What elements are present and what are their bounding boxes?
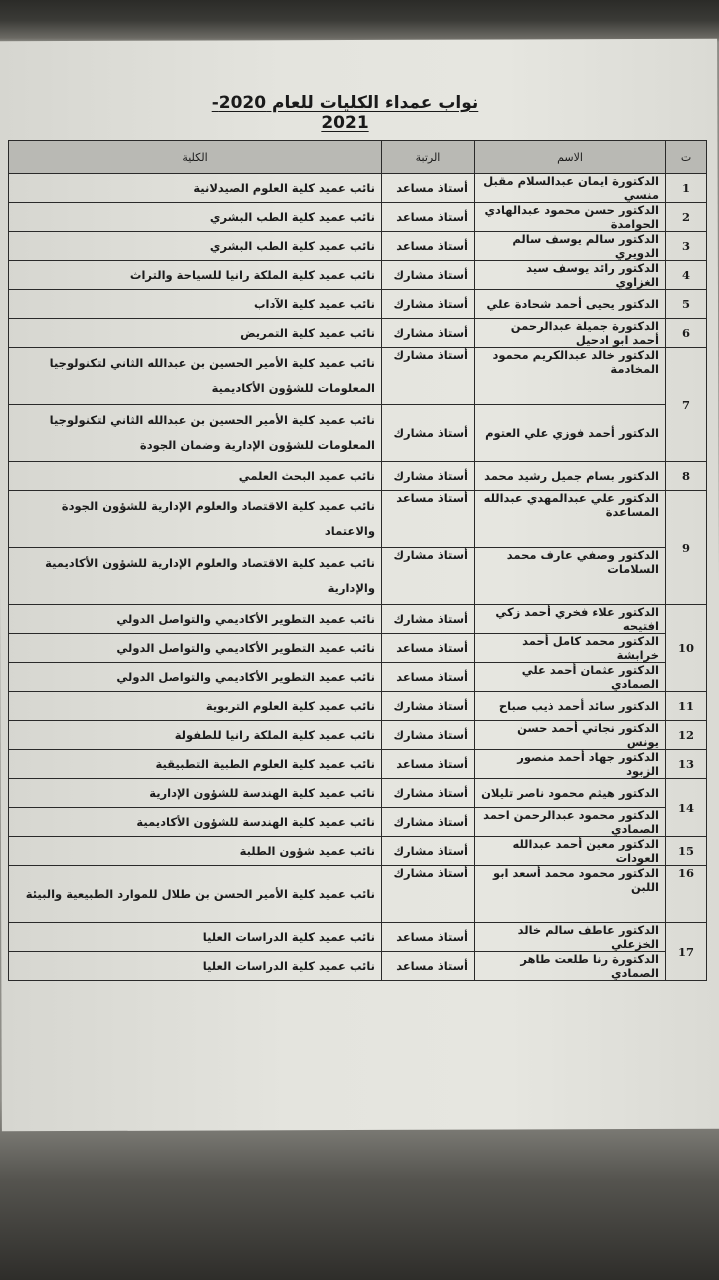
table-row (9, 952, 707, 981)
member-college: نائب عميد كلية الآداب (9, 290, 382, 319)
table-row (9, 261, 707, 290)
header-row (9, 141, 707, 174)
member-college: نائب عميد كلية التمريض (9, 319, 382, 348)
member-college: نائب عميد التطوير الأكاديمي والتواصل الدولي (9, 605, 382, 634)
member-rank: أستاذ مساعد (382, 923, 475, 952)
member-college: نائب عميد كلية العلوم التربوية (9, 692, 382, 721)
member-name: الدكتور يحيى أحمد شحادة علي (475, 290, 666, 319)
table-row (9, 808, 707, 837)
header-rank: الرتبة (382, 141, 475, 174)
member-college: نائب عميد كلية الهندسة للشؤون الإدارية (9, 779, 382, 808)
member-college: نائب عميد كلية الأمير الحسن بن طلال للموارد الطبيعية والبيئة (9, 866, 382, 923)
table-row (9, 663, 707, 692)
table-row (9, 779, 707, 808)
table-row (9, 605, 707, 634)
row-number: 13 (666, 750, 707, 779)
member-rank: أستاذ مشارك (382, 319, 475, 348)
member-name: الدكتور حسن محمود عبدالهادي الحوامدة (475, 203, 666, 232)
row-number: 5 (666, 290, 707, 319)
member-name: الدكتور محمود محمد أسعد ابو اللبن (475, 866, 666, 923)
row-number: 2 (666, 203, 707, 232)
member-name: الدكتور أحمد فوزي علي العتوم (475, 405, 666, 462)
member-name: الدكتور وصفي عارف محمد السلامات (475, 548, 666, 605)
member-name: الدكتور عثمان أحمد علي الصمادي (475, 663, 666, 692)
member-name: الدكتور نجاتي أحمد حسن يونس (475, 721, 666, 750)
member-name: الدكتور بسام جميل رشيد محمد (475, 462, 666, 491)
member-name: الدكتورة جميلة عبدالرحمن أحمد ابو ادحيل (475, 319, 666, 348)
table-row (9, 491, 707, 548)
row-number: 7 (666, 348, 707, 462)
member-name: الدكتور محمود عبدالرحمن احمد الصمادي (475, 808, 666, 837)
member-rank: أستاذ مشارك (382, 462, 475, 491)
member-rank: أستاذ مشارك (382, 779, 475, 808)
member-rank: أستاذ مساعد (382, 750, 475, 779)
member-rank: أستاذ مساعد (382, 174, 475, 203)
member-rank: أستاذ مشارك (382, 721, 475, 750)
member-college: نائب عميد كلية الدراسات العليا (9, 952, 382, 981)
table-row (9, 750, 707, 779)
table-row (9, 692, 707, 721)
member-name: الدكتور معين أحمد عبدالله العودات (475, 837, 666, 866)
member-name: الدكتور علي عبدالمهدي عبدالله المساعدة (475, 491, 666, 548)
member-college: نائب عميد البحث العلمي (9, 462, 382, 491)
row-number: 6 (666, 319, 707, 348)
member-college: نائب عميد كلية الطب البشري (9, 232, 382, 261)
member-rank: أستاذ مساعد (382, 952, 475, 981)
member-rank: أستاذ مشارك (382, 548, 475, 605)
table-row (9, 548, 707, 605)
row-number: 1 (666, 174, 707, 203)
table-row (9, 923, 707, 952)
member-college: نائب عميد التطوير الأكاديمي والتواصل الدولي (9, 663, 382, 692)
row-number: 16 (666, 866, 707, 923)
header-college: الكلية (9, 141, 382, 174)
member-college: نائب عميد كلية الملكة رانيا للسياحة والتراث (9, 261, 382, 290)
table-row (9, 319, 707, 348)
table-row (9, 837, 707, 866)
member-name: الدكتور عاطف سالم خالد الخزعلي (475, 923, 666, 952)
member-name: الدكتور محمد كامل أحمد خرابشة (475, 634, 666, 663)
table-row (9, 866, 707, 923)
member-rank: أستاذ مساعد (382, 491, 475, 548)
row-number: 14 (666, 779, 707, 837)
member-name: الدكتور خالد عبدالكريم محمود المخادمة (475, 348, 666, 405)
member-rank: أستاذ مشارك (382, 692, 475, 721)
row-number: 17 (666, 923, 707, 981)
member-rank: أستاذ مشارك (382, 605, 475, 634)
member-college: نائب عميد كلية الدراسات العليا (9, 923, 382, 952)
table-row (9, 203, 707, 232)
member-rank: أستاذ مشارك (382, 405, 475, 462)
member-college: نائب عميد شؤون الطلبة (9, 837, 382, 866)
member-college: نائب عميد كلية الأمير الحسين بن عبدالله الثاني لتكنولوجيا المعلومات للشؤون الأكاديمية (9, 348, 382, 405)
member-rank: أستاذ مساعد (382, 203, 475, 232)
row-number: 12 (666, 721, 707, 750)
member-college: نائب عميد التطوير الأكاديمي والتواصل الدولي (9, 634, 382, 663)
header-name: الاسم (475, 141, 666, 174)
table-row (9, 348, 707, 405)
member-rank: أستاذ مشارك (382, 290, 475, 319)
row-number: 8 (666, 462, 707, 491)
deans-table (8, 140, 707, 981)
member-name: الدكتورة ايمان عبدالسلام مقبل منسي (475, 174, 666, 203)
row-number: 4 (666, 261, 707, 290)
member-name: الدكتور جهاد أحمد منصور الزبود (475, 750, 666, 779)
member-rank: أستاذ مساعد (382, 663, 475, 692)
row-number: 11 (666, 692, 707, 721)
member-college: نائب عميد كلية الاقتصاد والعلوم الإدارية للشؤون الأكاديمية والإدارية (9, 548, 382, 605)
member-name: الدكتور علاء فخري أحمد زكي افتيحه (475, 605, 666, 634)
member-college: نائب عميد كلية الهندسة للشؤون الأكاديمية (9, 808, 382, 837)
member-name: الدكتورة رنا طلعت طاهر الصمادي (475, 952, 666, 981)
member-rank: أستاذ مشارك (382, 261, 475, 290)
header-num: ت (666, 141, 707, 174)
table-row (9, 462, 707, 491)
row-number: 9 (666, 491, 707, 605)
table-row (9, 174, 707, 203)
row-number: 15 (666, 837, 707, 866)
member-college: نائب عميد كلية الأمير الحسين بن عبدالله الثاني لتكنولوجيا المعلومات للشؤون الإدارية وضمان الجودة (9, 405, 382, 462)
member-college: نائب عميد كلية العلوم الصيدلانية (9, 174, 382, 203)
member-college: نائب عميد كلية الاقتصاد والعلوم الإدارية للشؤون الجودة والاعتماد (9, 491, 382, 548)
table-row (9, 290, 707, 319)
document-title: نواب عمداء الكليات للعام 2020-2021 (211, 93, 479, 133)
member-name: الدكتور سالم يوسف سالم الدويري (475, 232, 666, 261)
member-college: نائب عميد كلية العلوم الطبية التطبيقية (9, 750, 382, 779)
member-rank: أستاذ مشارك (382, 837, 475, 866)
member-name: الدكتور هيثم محمود ناصر تليلان (475, 779, 666, 808)
table-row (9, 232, 707, 261)
member-name: الدكتور سائد أحمد ذيب صباح (475, 692, 666, 721)
member-rank: أستاذ مشارك (382, 808, 475, 837)
table-row (9, 721, 707, 750)
table-row (9, 405, 707, 462)
row-number: 10 (666, 605, 707, 692)
member-college: نائب عميد كلية الملكة رانيا للطفولة (9, 721, 382, 750)
row-number: 3 (666, 232, 707, 261)
table-row (9, 634, 707, 663)
member-rank: أستاذ مساعد (382, 634, 475, 663)
member-rank: أستاذ مشارك (382, 348, 475, 405)
member-rank: أستاذ مشارك (382, 866, 475, 923)
member-name: الدكتور رائد يوسف سيد الغزاوي (475, 261, 666, 290)
member-rank: أستاذ مساعد (382, 232, 475, 261)
member-college: نائب عميد كلية الطب البشري (9, 203, 382, 232)
